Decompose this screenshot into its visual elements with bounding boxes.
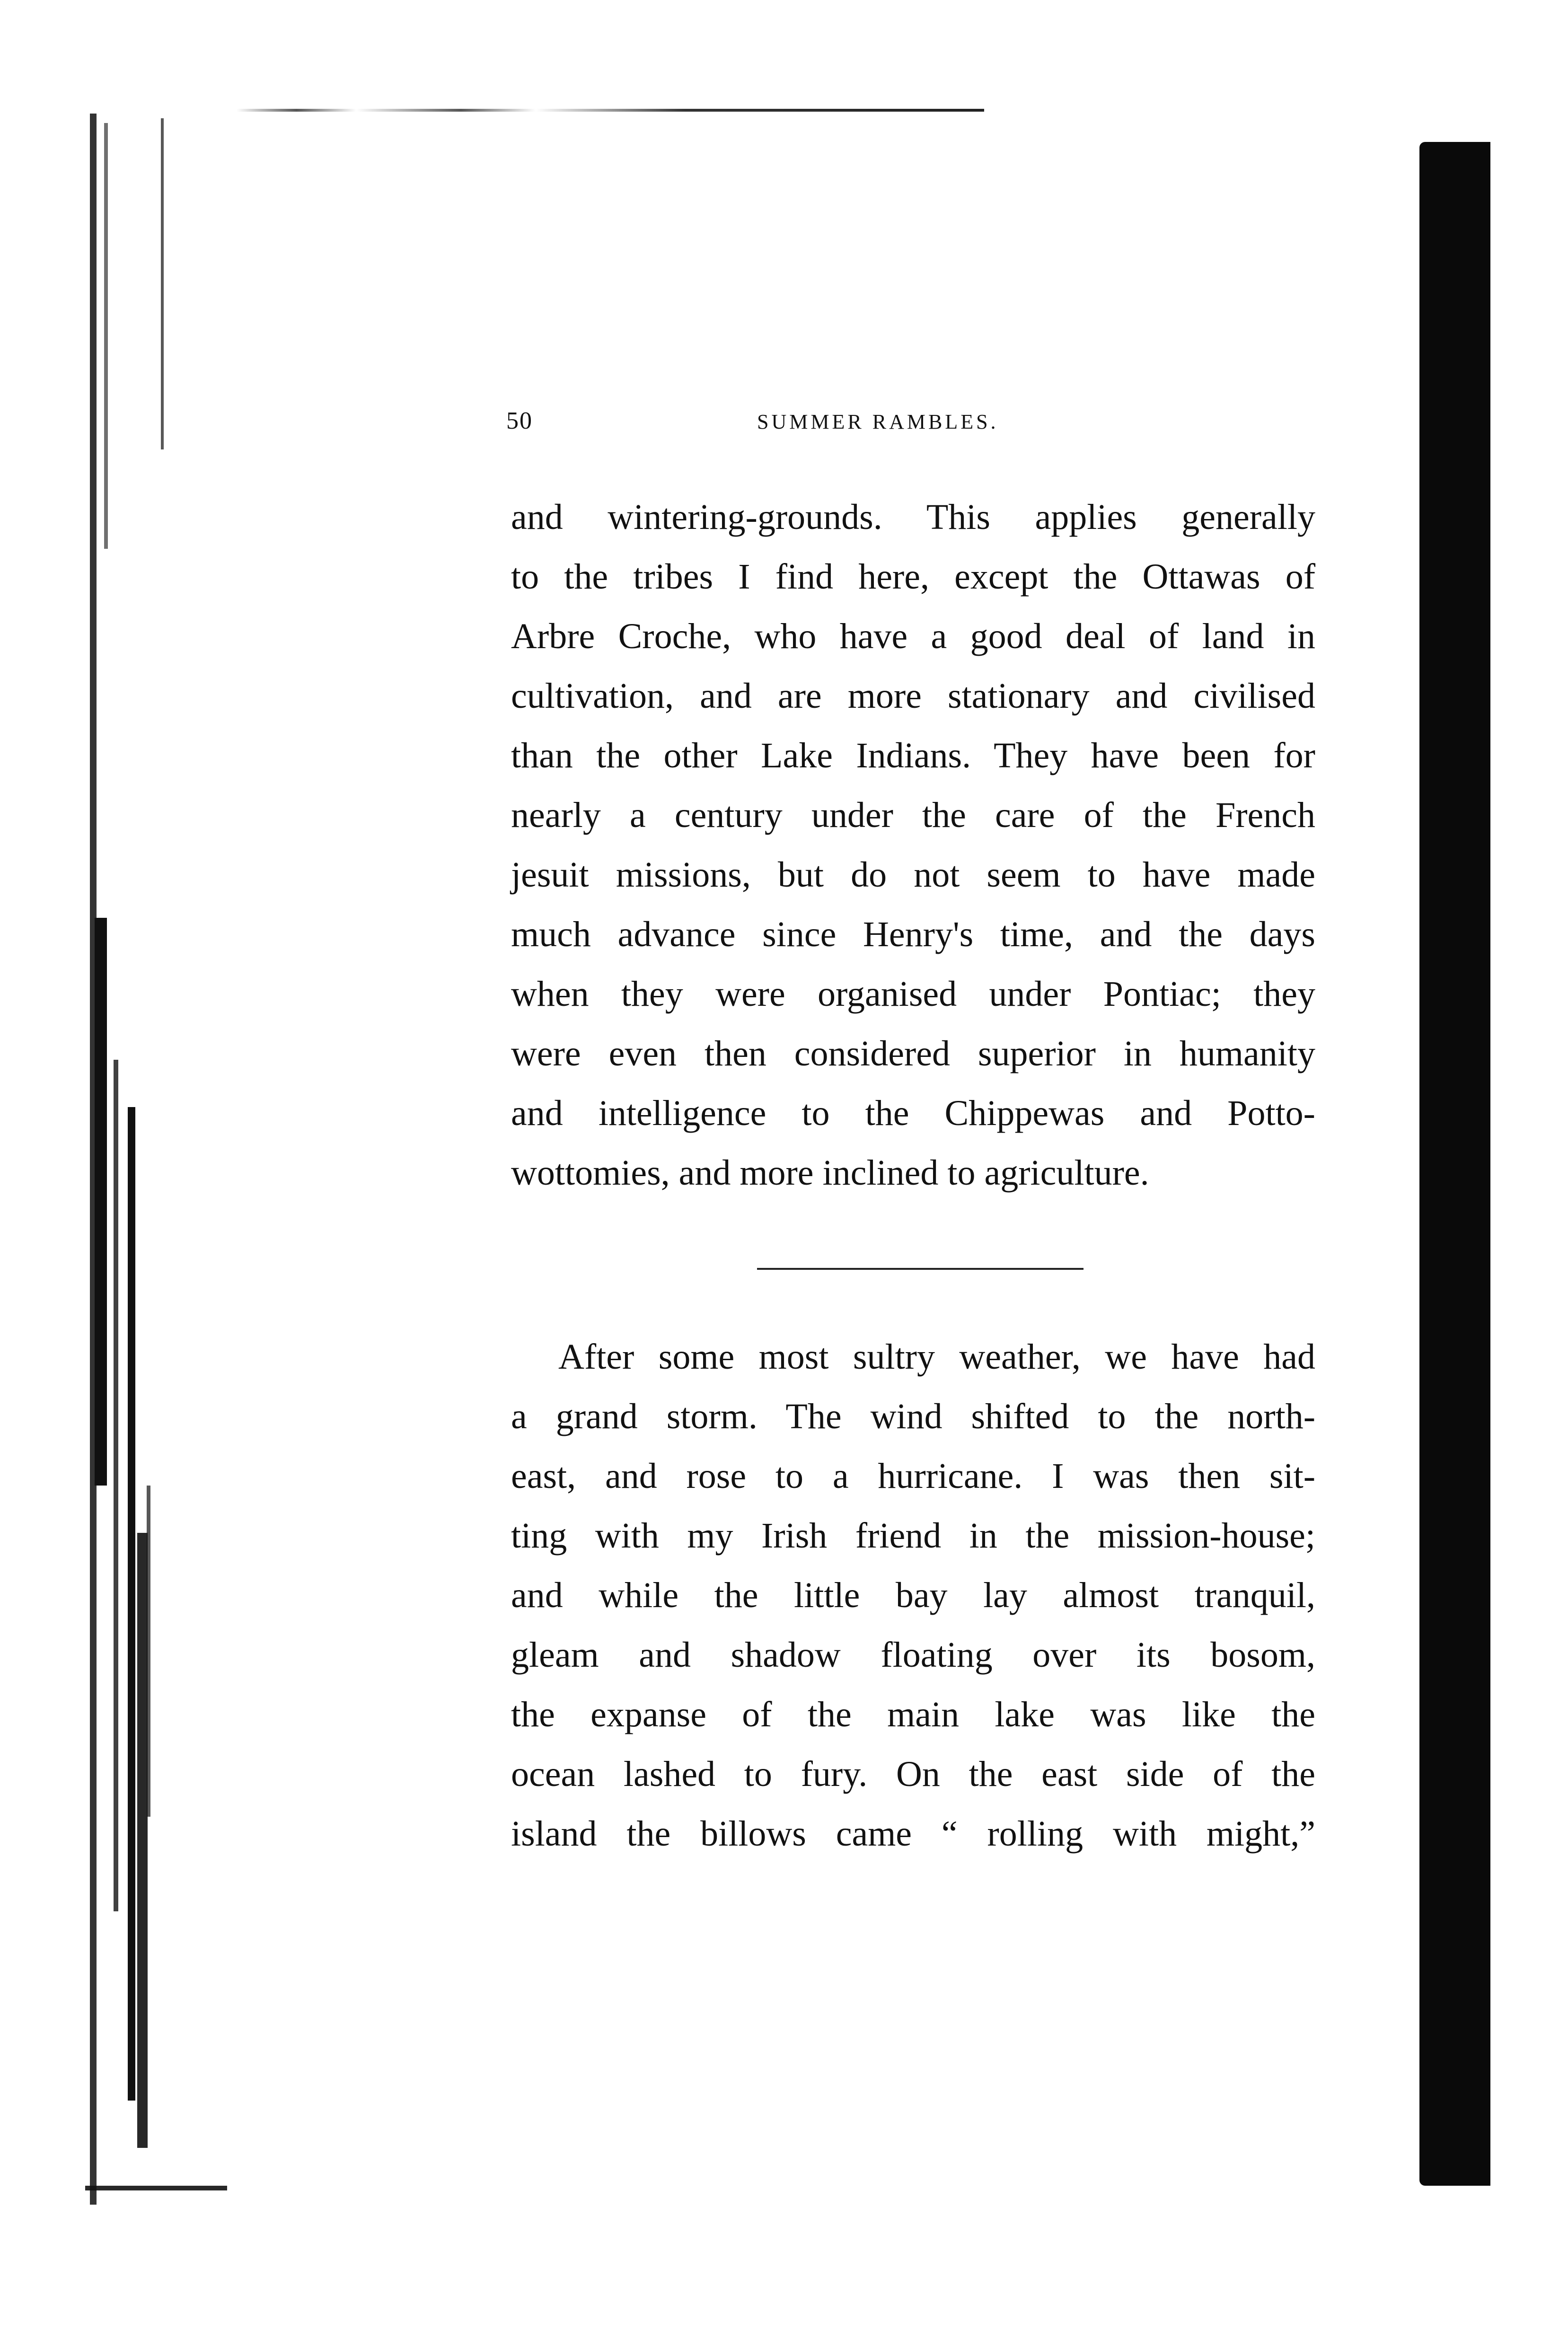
text-line: when they were organised under Pontiac; they [511,974,1315,1014]
page-number: 50 [506,407,533,434]
text-line: were even then considered superior in humanity [511,1034,1315,1073]
text-line: much advance since Henry's time, and the days [511,915,1315,954]
text-line: ting with my Irish friend in the mission-house; [511,1516,1315,1556]
text-line: a grand storm. The wind shifted to the north- [511,1397,1315,1436]
scan-binding-edge [1419,142,1490,2186]
text-line: ocean lashed to fury. On the east side of the [511,1754,1315,1794]
text-line: Arbre Croche, who have a good deal of land in [511,616,1315,656]
running-head [506,407,1311,449]
running-title: SUMMER RAMBLES. [757,410,999,433]
text-line: and while the little bay lay almost tranquil, [511,1575,1315,1615]
scan-edge-artifact [237,109,984,112]
text-line: nearly a century under the care of the French [511,795,1315,835]
text-line: jesuit missions, but do not seem to have made [511,855,1315,895]
text-line: to the tribes I find here, except the Ottawas of [511,557,1315,597]
text-line: than the other Lake Indians. They have been for [511,736,1315,775]
text-line: After some most sultry weather, we have had [558,1337,1315,1377]
scan-gutter-artifact [85,114,237,2205]
text-line: the expanse of the main lake was like the [511,1695,1315,1734]
paragraph-1 [511,487,1315,1203]
text-line: and intelligence to the Chippewas and Potto- [511,1093,1315,1133]
text-line: cultivation, and are more stationary and civilised [511,676,1315,716]
paragraph-2 [511,1327,1315,1864]
section-divider [757,1268,1084,1270]
text-line: island the billows came “ rolling with might,” [511,1814,1315,1854]
text-line: and wintering-grounds. This applies generally [511,497,1315,537]
text-line: wottomies, and more inclined to agriculture. [511,1153,1149,1193]
text-line: east, and rose to a hurricane. I was then sit- [511,1456,1315,1496]
text-line: gleam and shadow floating over its bosom, [511,1635,1315,1675]
